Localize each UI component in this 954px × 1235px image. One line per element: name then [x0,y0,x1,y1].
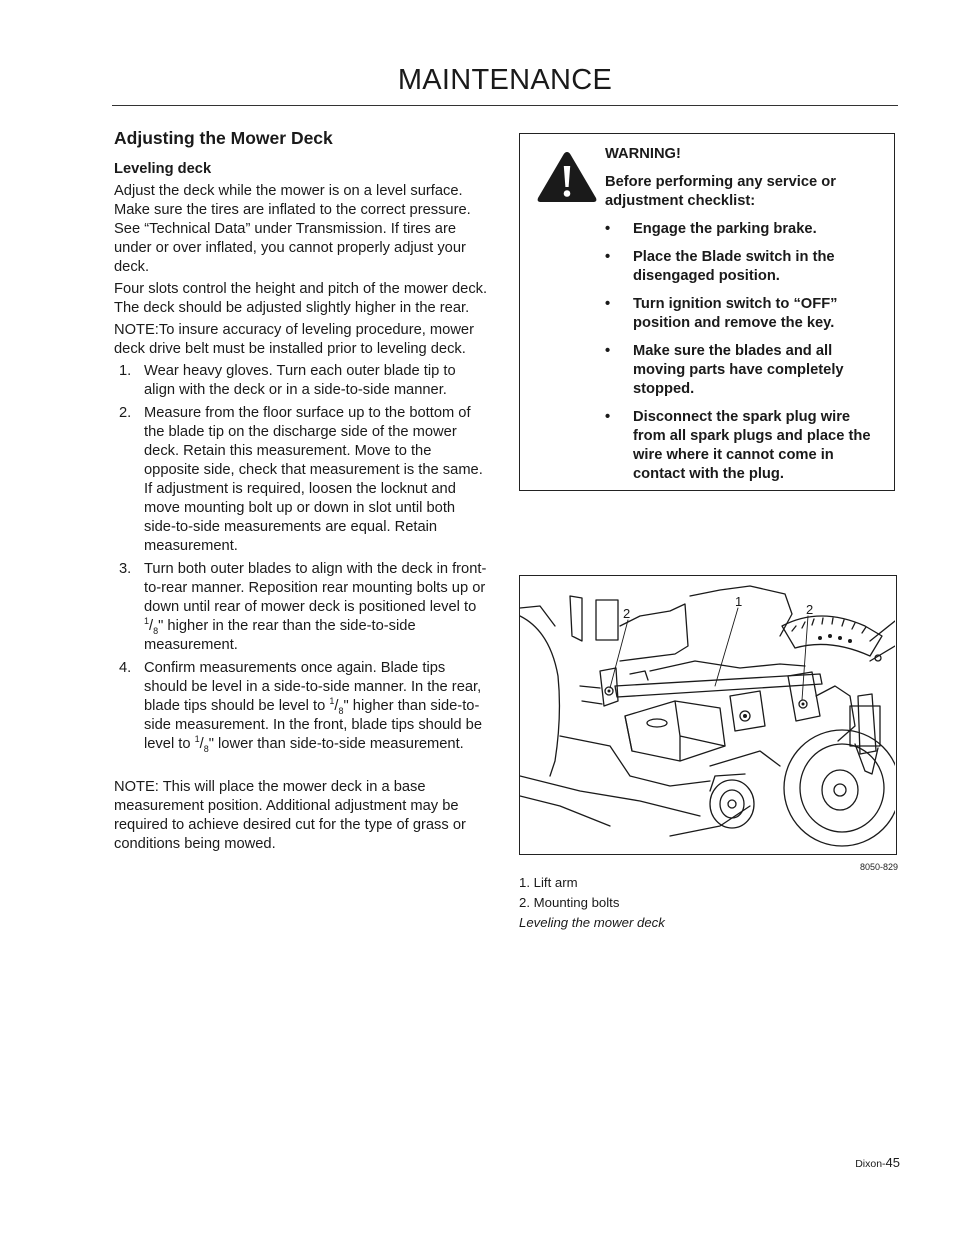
warning-item-text: Turn ignition switch to “OFF” position and remove the key. [633,296,838,331]
fraction: $^1/_8$ [144,616,159,636]
legend-item: 2. Mounting bolts [519,895,620,910]
step-text [144,560,490,655]
step-text-part: " lower than side-to-side measurement. [208,736,464,752]
steps-list [114,362,490,754]
subsection-title: Leveling deck [114,161,212,177]
fraction-denominator: 8 [338,705,344,716]
callout-mounting-bolt-right: 2 [806,602,814,617]
bullet: • [605,249,611,265]
warning-item-text: Engage the parking brake. [633,221,817,237]
warning-checklist [605,220,885,484]
fraction-denominator: 8 [153,625,159,636]
figure-caption [519,873,665,933]
figure-code: 8050-829 [859,862,898,872]
bullet: • [605,221,611,237]
warning-item-text: Make sure the blades and all moving parts have completely stopped. [633,343,844,397]
step-text-part: Turn both outer blades to align with the deck in front-to-rear manner. Reposition rear mounting bolts up or down until rear of mower deck is positioned level to [144,561,487,615]
fraction: $^1/_8$ [194,734,209,754]
page-title: MAINTENANCE [397,64,613,96]
warning-item-text: Disconnect the spark plug wire from all spark plugs and place the wire where it cannot come in contact with the plug. [633,409,871,482]
warning-content [605,145,885,493]
warning-item [605,248,885,286]
step-item [114,560,490,655]
callout-lift-arm: 1 [735,594,743,609]
step-text-part: Confirm measurements once again. Blade tips should be level in a side-to-side manner. In the rear, blade tips should be level to [144,660,482,714]
step-number: 1. [119,363,132,379]
footer-brand: Dixon- [855,1158,886,1170]
mower-deck-illustration [520,576,895,853]
warning-intro: Before performing any service or adjustment checklist: [605,174,836,209]
fraction-numerator: 1 [144,616,150,627]
step-item [114,362,490,400]
bullet: • [605,296,611,312]
warning-item [605,408,885,484]
note-paragraph: NOTE:To insure accuracy of leveling procedure, mower deck drive belt must be installed prior to leveling deck. [114,322,474,357]
warning-item [605,220,885,239]
paragraph: Four slots control the height and pitch of the mower deck. The deck should be adjusted slightly higher in the rear. [114,281,488,316]
step-number: 4. [119,660,132,676]
legend-item: 1. Lift arm [519,875,578,890]
step-item [114,404,490,556]
step-text [144,659,490,754]
page-number: 45 [885,1155,900,1170]
section-title: Adjusting the Mower Deck [114,128,333,148]
caption-title: Leveling the mower deck [519,915,665,930]
fraction-numerator: 1 [194,734,200,745]
warning-item [605,342,885,399]
warning-item [605,295,885,333]
step-number: 2. [119,405,132,421]
callout-mounting-bolt-left: 2 [623,606,631,621]
step-text: Measure from the floor surface up to the bottom of the blade tip on the discharge side of the mower deck. Retain this measurement. Move to the opposite side, check that measurement is the same. If adjustment is required, loosen the locknut and move mounting bolt up or down in slot until both side-to-side measurements are equal. Retain measurement. [144,405,483,554]
fraction-denominator: 8 [203,743,209,754]
step-text-part: " higher than side-to-side measurement. In the front, blade tips should be level to [144,698,483,752]
step-text: Wear heavy gloves. Turn each outer blade tip to align with the deck or in a side-to-side manner. [144,363,456,398]
page-footer [780,1154,900,1172]
step-text-part: " higher in the rear than the side-to-side measurement. [144,618,416,653]
instructions-column [114,126,490,857]
header-divider [112,105,898,106]
mower-deck-figure [519,575,897,855]
warning-box [519,133,895,491]
bullet: • [605,343,611,359]
step-item [114,659,490,754]
warning-item-text: Place the Blade switch in the disengaged position. [633,249,835,284]
step-number: 3. [119,561,132,577]
paragraph: Adjust the deck while the mower is on a level surface. Make sure the tires are inflated to the correct pressure. See “Technical Data” under Transmission. If tires are under or over inflated, you cannot properly adjust your deck. [114,183,471,275]
bullet: • [605,409,611,425]
fraction: $^1/_8$ [329,696,344,716]
fraction-numerator: 1 [329,696,335,707]
warning-heading: WARNING! [605,146,681,162]
warning-triangle-icon [536,150,598,204]
final-note: NOTE: This will place the mower deck in a base measurement position. Additional adjustment may be required to achieve desired cut for the type of grass or conditions being mowed. [114,779,466,852]
